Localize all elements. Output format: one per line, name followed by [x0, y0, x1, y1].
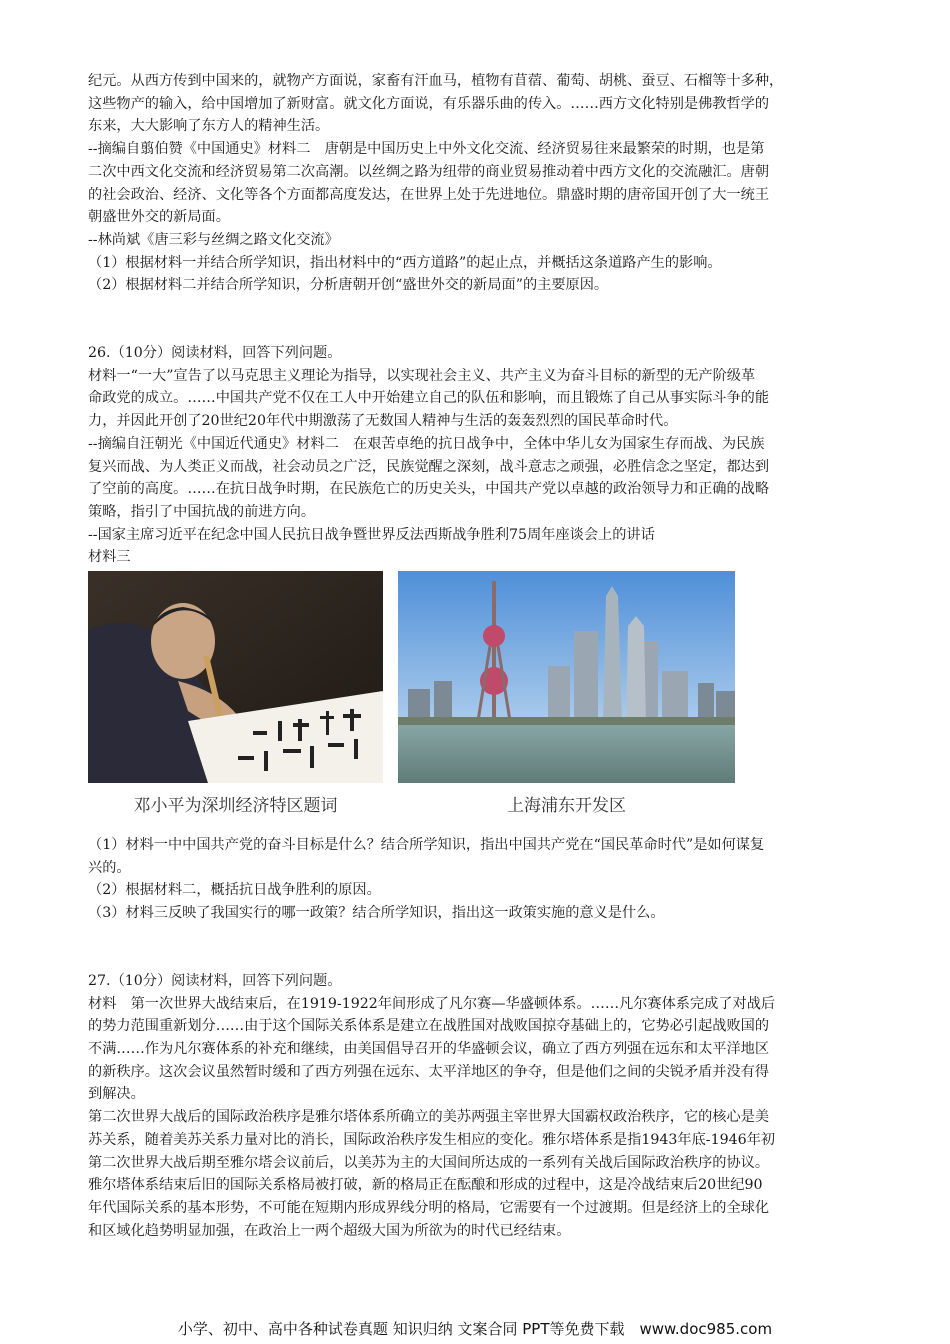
text-line: 的新秩序。这次会议虽然暂时缓和了西方列强在远东、太平洋地区的争夺，但是他们之间的尖锐矛盾并没有得: [88, 1063, 770, 1080]
text-line: 命政党的成立。……中国共产党不仅在工人中开始建立自己的队伍和影响，而且锻炼了自己从事实际斗争的能: [88, 390, 770, 407]
text-line: 苏关系，随着美苏关系力量对比的消长，国际政治秩序发生相应的变化。雅尔塔体系是指1943年底-1946年初: [88, 1131, 776, 1148]
text-line: 第二次世界大战后期至雅尔塔会议前后，以美苏为主的大国间所达成的一系列有关战后国际政治秩序的协议。: [88, 1154, 770, 1171]
text-line: 到解决。: [88, 1086, 145, 1103]
calligraphy-photo-image: [88, 571, 383, 783]
source-line: --国家主席习近平在纪念中国人民抗日战争暨世界反法西斯战争胜利75周年座谈会上的讲话: [88, 526, 655, 543]
question-heading: 26.（10分）阅读材料，回答下列问题。: [88, 345, 342, 362]
text-line: 的社会政治、经济、文化等各个方面都高度发达，在世界上处于先进地位。鼎盛时期的唐帝国开创了大一统王: [88, 186, 770, 203]
source-line: --林尚斌《唐三彩与丝绸之路文化交流》: [88, 231, 339, 248]
question-item: （2）根据材料二，概括抗日战争胜利的原因。: [88, 882, 381, 899]
text-line: 了空前的高度。……在抗日战争时期，在民族危亡的历史关头，中国共产党以卓越的政治领导力和正确的战略: [88, 481, 770, 498]
question-26: [88, 342, 868, 925]
question-27: [88, 970, 868, 1242]
photo-deng-calligraphy: [88, 571, 383, 816]
text-line: --摘编自汪朝光《中国近代通史》材料二 在艰苦卓绝的抗日战争中，全体中华儿女为国家生存而战、为民族: [88, 435, 765, 452]
question-item: （2）根据材料二并结合所学知识，分析唐朝开创“盛世外交的新局面”的主要原因。: [88, 277, 609, 294]
footer-banner: 小学、初中、高中各种试卷真题 知识归纳 文案合同 PPT等免费下载 www.doc985.com: [177, 1320, 773, 1338]
text-line: 材料一“一大”宣告了以马克思主义理论为指导，以实现社会主义、共产主义为奋斗目标的新型的无产阶级革: [88, 367, 756, 384]
text-line: 和区域化趋势明显加强，在政治上一两个超级大国为所欲为的时代已经结束。: [88, 1222, 571, 1239]
text-line: 雅尔塔体系结束后旧的国际关系格局被打破，新的格局正在酝酿和形成的过程中，这是冷战结束后20世纪90: [88, 1177, 763, 1194]
text-line: 年代国际关系的基本形势，不可能在短期内形成界线分明的格局，它需要有一个过渡期。但是经济上的全球化: [88, 1199, 770, 1216]
document-body: [88, 70, 868, 1242]
material-three-photos: [88, 571, 868, 826]
text-line: --摘编自翦伯赞《中国通史》材料二 唐朝是中国历史上中外文化交流、经济贸易往来最繁荣的时期，也是第: [88, 141, 765, 158]
text-line: 复兴而战、为人类正义而战，社会动员之广泛，民族觉醒之深刻，战斗意志之顽强，必胜信念之坚定，都达到: [88, 458, 770, 475]
text-line: 第二次世界大战后的国际政治秩序是雅尔塔体系所确立的美苏两强主宰世界大国霸权政治秩序，它的核心是美: [88, 1109, 770, 1126]
question-heading: 27.（10分）阅读材料，回答下列问题。: [88, 972, 342, 989]
text-line: 材料 第一次世界大战结束后，在1919-1922年间形成了凡尔赛—华盛顿体系。……凡尔赛体系完成了对战后: [88, 995, 776, 1012]
text-line: 这些物产的输入，给中国增加了新财富。就文化方面说，有乐器乐曲的传入。……西方文化特别是佛教哲学的: [88, 95, 770, 112]
question-item: 兴的。: [88, 859, 131, 876]
question-item: （3）材料三反映了我国实行的哪一政策？结合所学知识，指出这一政策实施的意义是什么。: [88, 905, 665, 922]
question-item: （1）根据材料一并结合所学知识，指出材料中的“西方道路”的起止点，并概括这条道路产生的影响。: [88, 254, 722, 271]
photo-pudong: [398, 571, 735, 816]
text-line: 不满……作为凡尔赛体系的补充和继续，由美国倡导召开的华盛顿会议，确立了西方列强在远东和太平洋地区: [88, 1040, 770, 1057]
text-line: 纪元。从西方传到中国来的，就物产方面说，家畜有汗血马，植物有苜蓿、葡萄、胡桃、蚕豆、石榴等十多种，: [88, 73, 784, 89]
text-line: 力，并因此开创了20世纪20年代中期激荡了无数国人精神与生活的轰轰烈烈的国民革命时代。: [88, 413, 678, 430]
photo-caption: 邓小平为深圳经济特区题词: [133, 796, 338, 817]
skyline-photo-image: [398, 571, 735, 783]
text-line: 策略，指引了中国抗战的前进方向。: [88, 503, 316, 520]
photo-caption: 上海浦东开发区: [507, 796, 626, 817]
question-item: （1）材料一中中国共产党的奋斗目标是什么？结合所学知识，指出中国共产党在“国民革命时代”是如何谋复: [88, 837, 765, 854]
text-line: 东来，大大影响了东方人的精神生活。: [88, 118, 330, 135]
text-line: 的势力范围重新划分……由于这个国际关系体系是建立在战胜国对战败国掠夺基础上的，它势必引起战败国的: [88, 1018, 770, 1035]
material-label: 材料三: [88, 549, 131, 566]
text-line: 二次中西文化交流和经济贸易第二次高潮。以丝绸之路为纽带的商业贸易推动着中西方文化的交流融汇。唐朝: [88, 163, 770, 180]
intro-section: [88, 70, 868, 297]
text-line: 朝盛世外交的新局面。: [88, 209, 230, 226]
